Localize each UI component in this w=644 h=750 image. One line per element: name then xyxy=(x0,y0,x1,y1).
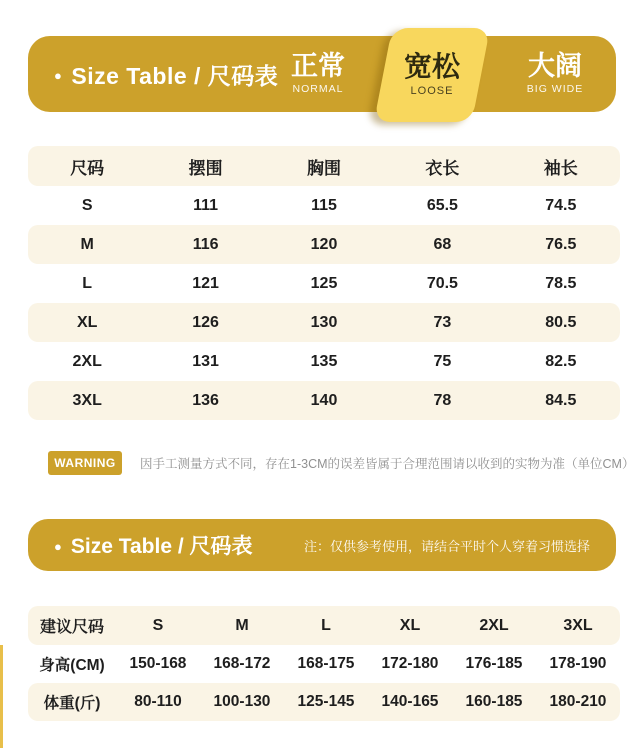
fit-tab-loose-selected[interactable] xyxy=(374,28,490,122)
table-row xyxy=(28,303,620,342)
banner-bottom-note: 注：仅供参考使用，请结合平时个人穿着习惯选择 xyxy=(303,538,590,554)
suggest-table-body xyxy=(28,645,620,721)
fit-tab-bigwide-sublabel: BIG WIDE xyxy=(526,83,584,95)
table-cell: 115 xyxy=(311,196,337,214)
header-cell: S xyxy=(152,616,164,634)
table-row xyxy=(28,645,620,683)
warning-badge: WARNING xyxy=(48,451,122,475)
table-cell: 68 xyxy=(433,235,452,253)
table-cell: 70.5 xyxy=(426,274,458,292)
table-cell: 2XL xyxy=(72,352,102,370)
table-cell: 140 xyxy=(310,391,338,409)
warning-text: 因手工测量方式不同，存在1-3CM的误差皆属于合理范围请以收到的实物为准（单位CM） xyxy=(140,457,635,471)
header-cell: 2XL xyxy=(479,616,509,634)
table-cell: 100-130 xyxy=(213,693,271,710)
size-table-header xyxy=(28,146,620,186)
table-cell: 125-145 xyxy=(297,693,355,710)
table-cell: 120 xyxy=(310,235,338,253)
suggest-size-table xyxy=(28,606,620,721)
banner-title xyxy=(54,36,278,112)
table-cell: 136 xyxy=(192,391,219,409)
table-row xyxy=(28,381,620,420)
table-cell: 65.5 xyxy=(426,196,458,214)
table-row xyxy=(28,264,620,303)
header-cell: 摆围 xyxy=(188,158,223,178)
suggest-table-banner xyxy=(28,519,616,571)
table-cell: 116 xyxy=(192,235,219,253)
size-table-banner xyxy=(28,36,616,112)
table-cell: 131 xyxy=(192,352,219,370)
fit-tab-normal[interactable] xyxy=(268,36,368,112)
table-cell: 78 xyxy=(433,391,452,409)
header-cell: M xyxy=(235,616,249,634)
header-cell: 尺码 xyxy=(70,158,105,178)
banner-bottom-title xyxy=(54,530,253,560)
warning-line xyxy=(48,450,635,476)
table-cell: S xyxy=(81,196,93,214)
table-cell: 73 xyxy=(433,313,452,331)
table-cell: 身高(CM) xyxy=(39,657,105,674)
table-cell: 121 xyxy=(192,274,219,292)
table-cell: 111 xyxy=(193,196,219,214)
fit-tab-loose-label: 宽松 xyxy=(403,51,460,82)
table-row xyxy=(28,683,620,721)
table-cell: 180-210 xyxy=(549,693,607,710)
table-cell: 160-185 xyxy=(465,693,523,710)
header-cell: 衣长 xyxy=(425,158,460,178)
table-row xyxy=(28,342,620,381)
banner-bottom-title-text: Size Table / 尺码表 xyxy=(70,535,253,558)
header-cell: 袖长 xyxy=(543,158,578,178)
fit-tab-bigwide[interactable] xyxy=(505,36,605,112)
table-cell: L xyxy=(82,274,93,292)
table-cell: 75 xyxy=(433,352,452,370)
size-table-body xyxy=(28,186,620,420)
table-cell: 126 xyxy=(192,313,219,331)
size-table xyxy=(28,146,620,420)
table-cell: 168-175 xyxy=(297,655,355,672)
table-cell: 135 xyxy=(310,352,338,370)
table-cell: 172-180 xyxy=(381,655,439,672)
fit-tab-bigwide-label: 大阔 xyxy=(528,51,582,81)
table-cell: 3XL xyxy=(72,391,102,409)
table-cell: 150-168 xyxy=(129,655,187,672)
header-cell: L xyxy=(321,616,331,634)
table-row xyxy=(28,225,620,264)
table-cell: 125 xyxy=(310,274,338,292)
table-cell: 178-190 xyxy=(549,655,607,672)
table-row xyxy=(28,186,620,225)
table-cell: XL xyxy=(76,313,98,331)
header-cell: 建议尺码 xyxy=(39,619,104,636)
table-cell: 140-165 xyxy=(381,693,439,710)
suggest-table-header xyxy=(28,606,620,645)
header-cell: 胸围 xyxy=(306,158,341,178)
table-cell: 76.5 xyxy=(545,235,577,253)
fit-tab-normal-label: 正常 xyxy=(291,51,345,81)
fit-tab-normal-sublabel: NORMAL xyxy=(292,83,344,95)
left-edge-accent-strip xyxy=(0,645,3,748)
table-cell: 80-110 xyxy=(134,693,182,710)
table-cell: M xyxy=(80,235,94,253)
table-cell: 176-185 xyxy=(465,655,523,672)
header-cell: 3XL xyxy=(563,616,593,634)
bullet-icon: ● xyxy=(54,67,63,83)
table-cell: 78.5 xyxy=(545,274,577,292)
fit-tab-loose-sublabel: LOOSE xyxy=(410,85,454,97)
table-cell: 82.5 xyxy=(545,352,577,370)
table-cell: 80.5 xyxy=(545,313,577,331)
banner-title-text: Size Table / 尺码表 xyxy=(71,62,279,89)
header-cell: XL xyxy=(399,616,421,634)
table-cell: 130 xyxy=(310,313,338,331)
table-cell: 168-172 xyxy=(213,655,271,672)
table-cell: 84.5 xyxy=(545,391,577,409)
bullet-icon: ● xyxy=(54,538,62,554)
table-cell: 体重(斤) xyxy=(43,695,101,712)
table-cell: 74.5 xyxy=(545,196,577,214)
